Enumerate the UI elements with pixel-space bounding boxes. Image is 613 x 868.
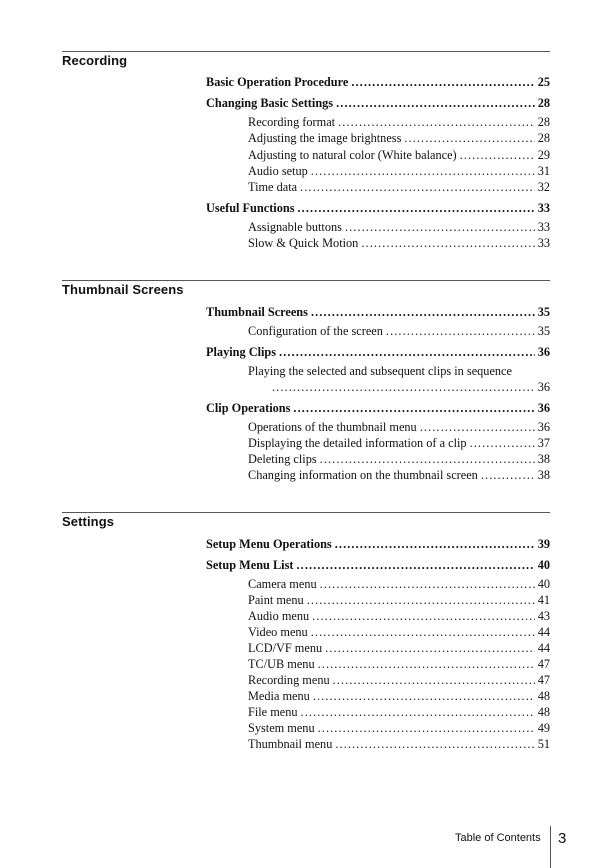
dot-leader	[312, 608, 535, 624]
toc-entry-media-menu[interactable]	[248, 688, 550, 704]
dot-leader	[351, 74, 534, 90]
toc-page-number: 35	[537, 324, 550, 338]
toc-page-number: 47	[537, 657, 550, 671]
toc-entry-audio-setup[interactable]	[248, 163, 550, 179]
toc-entry-title: Video menu	[248, 625, 308, 639]
dot-leader	[293, 400, 534, 416]
footer-divider	[550, 826, 551, 868]
toc-entry-white-balance[interactable]	[248, 147, 550, 163]
toc-page-number: 43	[537, 609, 550, 623]
toc-entry-changing-info[interactable]	[248, 467, 550, 483]
toc-entry-detailed-info[interactable]	[248, 435, 550, 451]
toc-page-number: 25	[537, 75, 550, 89]
toc-entry-title: System menu	[248, 721, 315, 735]
toc-entry-title: Recording menu	[248, 673, 330, 687]
toc-entry-tc-ub-menu[interactable]	[248, 656, 550, 672]
section-title-settings: Settings	[62, 514, 115, 529]
toc-page-number: 47	[537, 673, 550, 687]
toc-entry-title: Thumbnail Screens	[206, 305, 308, 319]
dot-leader	[311, 163, 535, 179]
toc-entry-title: Recording format	[248, 115, 336, 129]
toc-page-number: 37	[537, 436, 550, 450]
toc-entry-title: Adjusting to natural color (White balance)	[248, 148, 457, 162]
toc-page-number: 36	[537, 420, 550, 434]
dot-leader	[345, 219, 535, 235]
toc-entry-playing-selected[interactable]	[248, 363, 550, 379]
dot-leader	[335, 736, 534, 752]
dot-leader	[301, 704, 535, 720]
dot-leader	[460, 147, 535, 163]
toc-entry-title: Media menu	[248, 689, 310, 703]
dot-leader	[300, 179, 535, 195]
toc-entry-title: Operations of the thumbnail menu	[248, 420, 417, 434]
toc-page-number: 32	[537, 180, 550, 194]
section-title-recording: Recording	[62, 53, 128, 68]
toc-entry-operations-thumbnail-menu[interactable]	[248, 419, 550, 435]
footer-page-number: 3	[558, 830, 567, 847]
dot-leader	[325, 640, 535, 656]
toc-page-number: 48	[537, 705, 550, 719]
toc-entry-title: Clip Operations	[206, 401, 291, 415]
toc-page-number: 49	[537, 721, 550, 735]
section-divider	[62, 51, 550, 52]
dot-leader	[320, 576, 535, 592]
toc-entry-clip-operations[interactable]	[206, 400, 550, 416]
toc-entry-thumbnail-screens[interactable]	[206, 304, 550, 320]
toc-entry-title: Thumbnail menu	[248, 737, 333, 751]
section-divider	[62, 280, 550, 281]
toc-entry-paint-menu[interactable]	[248, 592, 550, 608]
toc-page-number: 36	[537, 345, 550, 359]
toc-entry-image-brightness[interactable]	[248, 130, 550, 146]
toc-entry-title: Adjusting the image brightness	[248, 131, 402, 145]
toc-entry-audio-menu[interactable]	[248, 608, 550, 624]
toc-entry-time-data[interactable]	[248, 179, 550, 195]
section-divider	[62, 512, 550, 513]
toc-entry-title: Assignable buttons	[248, 220, 342, 234]
toc-entry-lcd-vf-menu[interactable]	[248, 640, 550, 656]
dot-leader	[336, 95, 535, 111]
toc-entry-setup-menu-list[interactable]	[206, 557, 550, 573]
toc-entry-title: Displaying the detailed information of a clip	[248, 436, 467, 450]
toc-page-number: 28	[537, 131, 550, 145]
toc-entry-title: Setup Menu Operations	[206, 537, 332, 551]
toc-page-number: 29	[537, 148, 550, 162]
dot-leader	[333, 672, 535, 688]
dot-leader	[470, 435, 535, 451]
toc-entry-title: Playing the selected and subsequent clips in sequence	[248, 364, 512, 378]
toc-entry-deleting-clips[interactable]	[248, 451, 550, 467]
toc-page-number: 28	[537, 96, 550, 110]
dot-leader	[318, 656, 535, 672]
dot-leader	[311, 304, 535, 320]
dot-leader	[311, 624, 535, 640]
dot-leader	[318, 720, 535, 736]
dot-leader	[272, 379, 535, 395]
toc-entry-title: TC/UB menu	[248, 657, 315, 671]
toc-entry-title: Playing Clips	[206, 345, 277, 359]
toc-entry-title: Configuration of the screen	[248, 324, 383, 338]
dot-leader	[361, 235, 534, 251]
toc-entry-title: Basic Operation Procedure	[206, 75, 349, 89]
toc-entry-file-menu[interactable]	[248, 704, 550, 720]
toc-entry-recording-format[interactable]	[248, 114, 550, 130]
toc-entry-title: Slow & Quick Motion	[248, 236, 359, 250]
dot-leader	[420, 419, 535, 435]
toc-entry-title: Deleting clips	[248, 452, 317, 466]
toc-entry-configuration[interactable]	[248, 323, 550, 339]
toc-page-number: 38	[537, 452, 550, 466]
toc-entry-title: LCD/VF menu	[248, 641, 323, 655]
toc-page-number: 40	[537, 577, 550, 591]
toc-entry-title: Changing Basic Settings	[206, 96, 334, 110]
toc-entry-basic-operation[interactable]	[206, 74, 550, 90]
dot-leader	[338, 114, 535, 130]
toc-page-number: 44	[537, 625, 550, 639]
toc-entry-assignable-buttons[interactable]	[248, 219, 550, 235]
dot-leader	[307, 592, 535, 608]
toc-entry-title: Paint menu	[248, 593, 304, 607]
dot-leader	[279, 344, 535, 360]
toc-entry-title: File menu	[248, 705, 298, 719]
toc-entry-video-menu[interactable]	[248, 624, 550, 640]
toc-page-number: 38	[537, 468, 550, 482]
toc-entry-title: Setup Menu List	[206, 558, 294, 572]
toc-page-number: 39	[537, 537, 550, 551]
toc-entry-thumbnail-menu[interactable]	[248, 736, 550, 752]
toc-entry-system-menu[interactable]	[248, 720, 550, 736]
dot-leader	[481, 467, 535, 483]
toc-entry-title: Audio setup	[248, 164, 308, 178]
dot-leader	[320, 451, 535, 467]
toc-entry-playing-clips[interactable]	[206, 344, 550, 360]
toc-page-number: 36	[537, 380, 550, 394]
footer-label: Table of Contents	[455, 832, 541, 844]
toc-entry-title: Changing information on the thumbnail screen	[248, 468, 478, 482]
toc-entry-title: Audio menu	[248, 609, 310, 623]
dot-leader	[386, 323, 535, 339]
toc-entry-useful-functions[interactable]	[206, 200, 550, 216]
toc-entry-title: Time data	[248, 180, 298, 194]
dot-leader	[404, 130, 534, 146]
toc-page-number: 44	[537, 641, 550, 655]
toc-page-number: 33	[537, 220, 550, 234]
toc-entry-slow-quick-motion[interactable]	[248, 235, 550, 251]
toc-entry-camera-menu[interactable]	[248, 576, 550, 592]
toc-page-number: 33	[537, 236, 550, 250]
toc-page-number: 41	[537, 593, 550, 607]
toc-page-number: 40	[537, 558, 550, 572]
toc-entry-setup-menu-operations[interactable]	[206, 536, 550, 552]
toc-page-number: 28	[537, 115, 550, 129]
toc-page-number: 33	[537, 201, 550, 215]
dot-leader	[297, 200, 534, 216]
toc-page-number: 31	[537, 164, 550, 178]
section-title-thumbnail: Thumbnail Screens	[62, 282, 184, 297]
toc-entry-title: Camera menu	[248, 577, 317, 591]
dot-leader	[313, 688, 535, 704]
dot-leader	[335, 536, 535, 552]
toc-page-number: 51	[537, 737, 550, 751]
toc-page-number: 35	[537, 305, 550, 319]
dot-leader	[296, 557, 534, 573]
toc-page-number: 36	[537, 401, 550, 415]
toc-entry-recording-menu[interactable]	[248, 672, 550, 688]
toc-entry-changing-basic-settings[interactable]	[206, 95, 550, 111]
toc-entry-playing-selected-leader	[272, 379, 550, 395]
toc-page-number: 48	[537, 689, 550, 703]
toc-entry-title: Useful Functions	[206, 201, 295, 215]
